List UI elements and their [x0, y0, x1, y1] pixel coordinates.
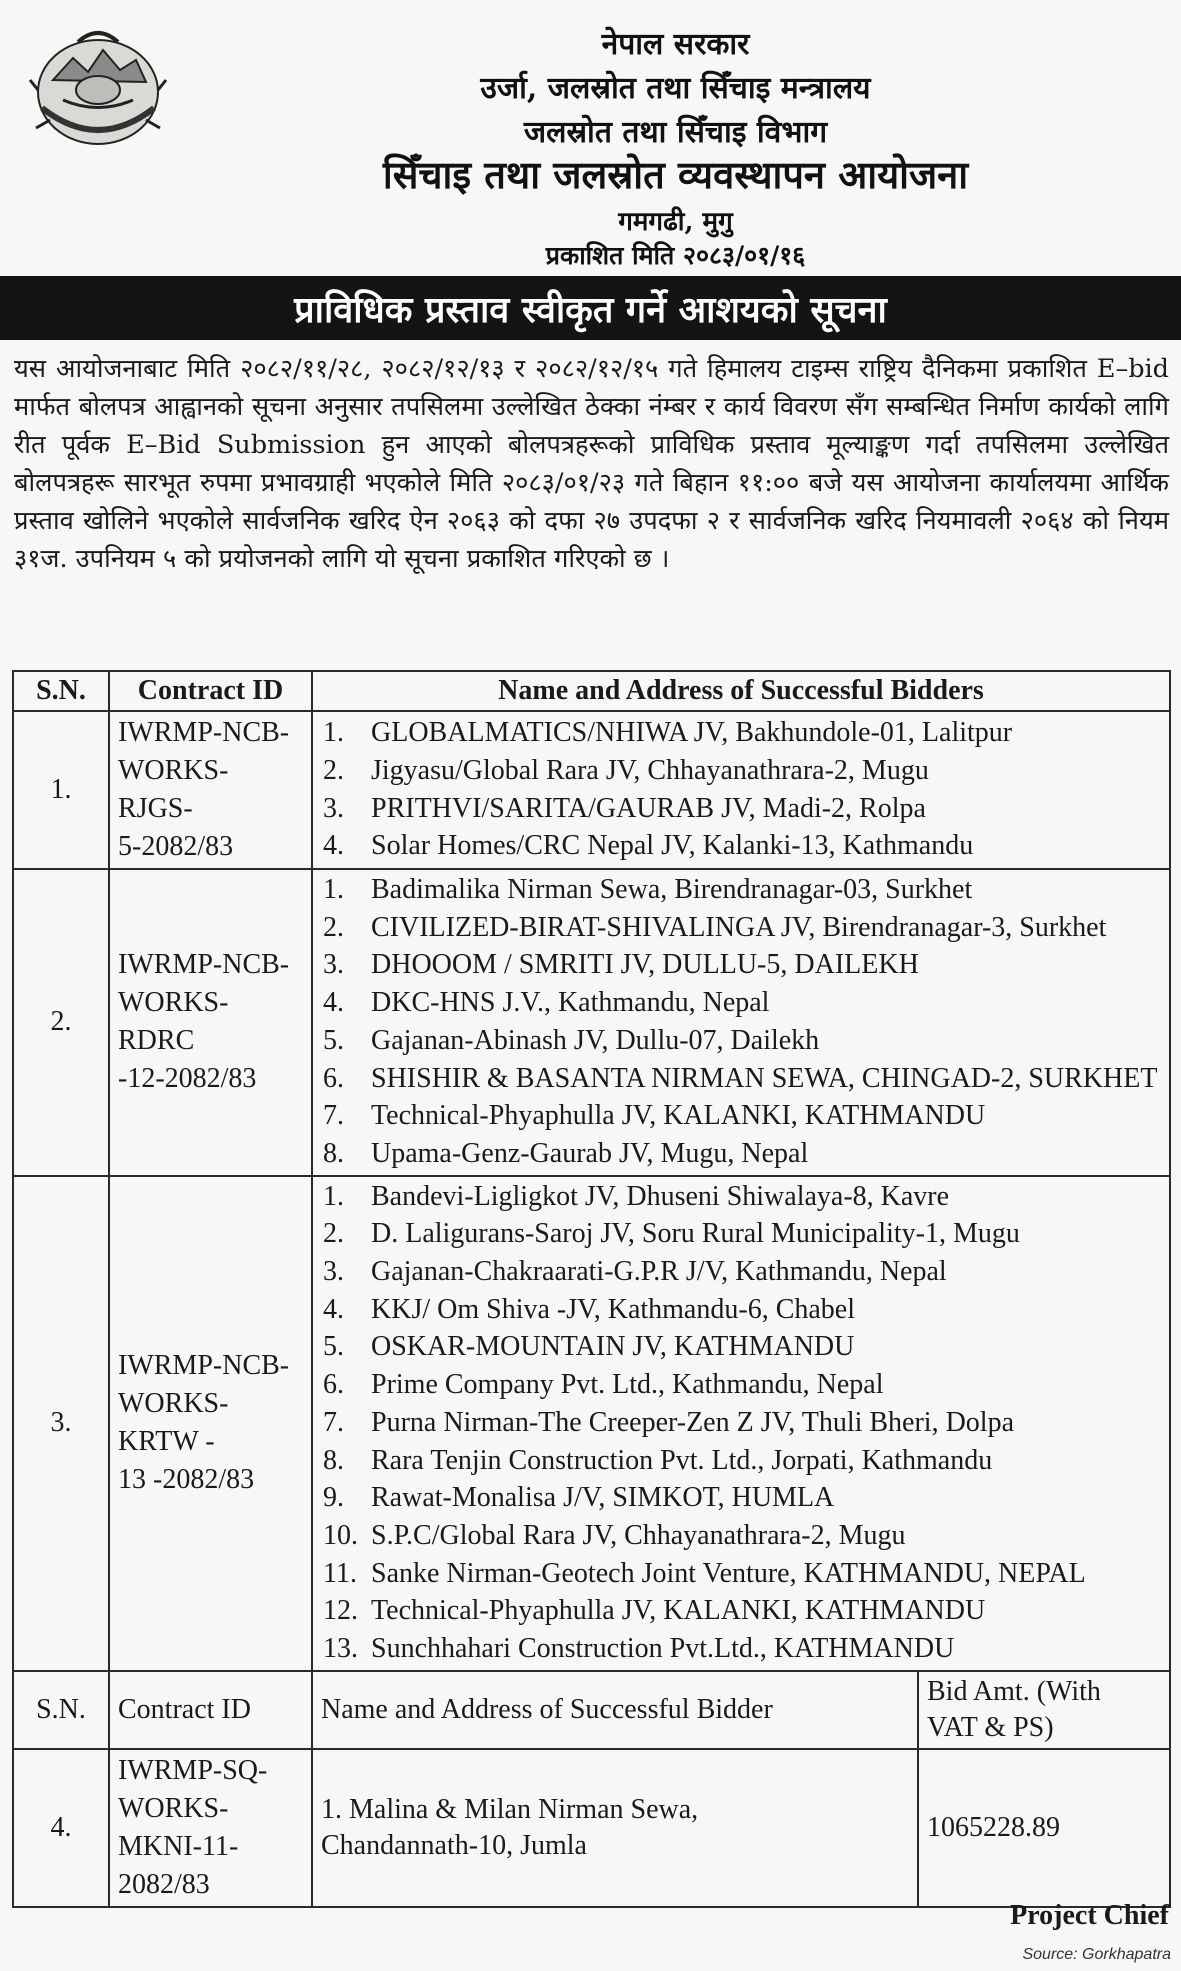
bidder-name-address: Jigyasu/Global Rara JV, Chhayanathrara-2, Mugu: [371, 754, 929, 786]
header-project: सिँचाइ तथा जलस्रोत व्यवस्थापन आयोजना: [382, 152, 969, 197]
bidder-number: 4.: [323, 830, 344, 862]
row4-contract-id: IWRMP-SQ- WORKS- MKNI-11- 2082/83: [109, 1749, 312, 1907]
row-bidders-list: [312, 711, 1170, 869]
bidder-name-address: DKC-HNS J.V., Kathmandu, Nepal: [371, 987, 770, 1019]
bidder-number: 6.: [323, 1062, 344, 1094]
list-item: [323, 714, 1165, 752]
table-row: [13, 711, 1170, 869]
bidder-name-address: Prime Company Pvt. Ltd., Kathmandu, Nepal: [371, 1369, 884, 1401]
row-sn: 2.: [13, 869, 109, 1176]
bidder-name-address: Sanke Nirman-Geotech Joint Venture, KATHMANDU, NEPAL: [371, 1557, 1086, 1589]
list-item: [323, 1135, 1165, 1173]
table-row: [13, 1749, 1170, 1907]
bidder-name-address: DHOOOM / SMRITI JV, DULLU-5, DAILEKH: [371, 949, 919, 981]
header2-bidder: Name and Address of Successful Bidder: [312, 1671, 918, 1749]
list-item: [323, 1366, 1165, 1404]
list-item: [323, 1253, 1165, 1291]
bidder-number: 7.: [323, 1100, 344, 1132]
bidder-name-address: Sunchhahari Construction Pvt.Ltd., KATHMANDU: [371, 1633, 955, 1665]
header2-bid-amount: Bid Amt. (With VAT & PS): [918, 1671, 1170, 1749]
successful-bidders-table: [12, 670, 1171, 1908]
bidder-name-address: Technical-Phyaphulla JV, KALANKI, KATHMANDU: [371, 1595, 986, 1627]
bidder-name-address: S.P.C/Global Rara JV, Chhayanathrara-2, Mugu: [371, 1519, 906, 1551]
bidder-number: 5.: [323, 1024, 344, 1056]
list-item: [323, 1479, 1165, 1517]
bidder-number: 3.: [323, 1256, 344, 1288]
bidder-name-address: Bandevi-Ligligkot JV, Dhuseni Shiwalaya-8, Kavre: [371, 1180, 950, 1212]
list-item: [323, 790, 1165, 828]
list-item: [323, 1215, 1165, 1253]
row4-bid-amount: 1065228.89: [918, 1749, 1170, 1907]
header-sn: S.N.: [13, 671, 109, 711]
list-item: [323, 1178, 1165, 1216]
bidder-name-address: PRITHVI/SARITA/GAURAB JV, Madi-2, Rolpa: [371, 792, 926, 824]
list-item: [323, 1517, 1165, 1555]
bidder-name-address: Upama-Genz-Gaurab JV, Mugu, Nepal: [371, 1137, 809, 1169]
header-bidders: Name and Address of Successful Bidders: [312, 671, 1170, 711]
bidder-name-address: GLOBALMATICS/NHIWA JV, Bakhundole-01, Lalitpur: [371, 717, 1013, 749]
bidder-number: 3.: [323, 949, 344, 981]
header2-contract-id: Contract ID: [109, 1671, 312, 1749]
list-item: [323, 1555, 1165, 1593]
bidder-number: 6.: [323, 1369, 344, 1401]
list-item: [323, 752, 1165, 790]
list-item: [323, 1060, 1165, 1098]
table-row: [13, 869, 1170, 1176]
bidder-number: 13.: [323, 1633, 358, 1665]
bidder-name-address: Badimalika Nirman Sewa, Birendranagar-03, Surkhet: [371, 874, 973, 905]
bidder-number: 1.: [323, 717, 344, 749]
bidder-number: 12.: [323, 1595, 358, 1627]
list-item: [323, 1022, 1165, 1060]
list-item: [323, 1097, 1165, 1135]
bidder-number: 2.: [323, 754, 344, 786]
bidder-number: 8.: [323, 1137, 344, 1169]
bidder-number: 2.: [323, 911, 344, 943]
bidder-number: 1.: [323, 1180, 344, 1212]
row-contract-id: IWRMP-NCB- WORKS- KRTW - 13 -2082/83: [109, 1176, 312, 1671]
bidder-name-address: OSKAR-MOUNTAIN JV, KATHMANDU: [371, 1331, 855, 1363]
bidder-name-address: Purna Nirman-The Creeper-Zen Z JV, Thuli Bheri, Dolpa: [371, 1406, 1015, 1438]
header-contract-id: Contract ID: [109, 671, 312, 711]
list-item: [323, 984, 1165, 1022]
list-item: [323, 1404, 1165, 1442]
header-ministry: उर्जा, जलस्रोत तथा सिँचाइ मन्त्रालय: [480, 71, 871, 106]
row-sn: 1.: [13, 711, 109, 869]
source-credit: Source: Gorkhapatra: [1022, 1946, 1171, 1963]
header-department: जलस्रोत तथा सिँचाइ विभाग: [523, 115, 828, 150]
list-item: [323, 1291, 1165, 1329]
list-item: [323, 1328, 1165, 1366]
row4-sn: 4.: [13, 1749, 109, 1907]
row-bidders-list: [312, 869, 1170, 1176]
row-contract-id: IWRMP-NCB- WORKS- RDRC -12-2082/83: [109, 869, 312, 1176]
bidder-number: 2.: [323, 1218, 344, 1250]
list-item: [323, 909, 1165, 947]
header2-sn: S.N.: [13, 1671, 109, 1749]
list-item: [323, 1630, 1165, 1668]
bidder-name-address: CIVILIZED-BIRAT-SHIVALINGA JV, Birendranagar-3, Surkhet: [371, 911, 1107, 943]
bidder-number: 3.: [323, 792, 344, 824]
bidder-number: 11.: [323, 1557, 357, 1589]
bidder-name-address: SHISHIR & BASANTA NIRMAN SEWA, CHINGAD-2, SURKHET: [371, 1062, 1158, 1094]
row-bidders-list: [312, 1176, 1170, 1671]
header-location: गमगढी, मुगु: [618, 207, 733, 237]
list-item: [323, 946, 1165, 984]
header-government: नेपाल सरकार: [601, 27, 750, 62]
notice-title-banner: प्राविधिक प्रस्ताव स्वीकृत गर्ने आशयको सूचना: [0, 276, 1181, 340]
bidder-name-address: Solar Homes/CRC Nepal JV, Kalanki-13, Kathmandu: [371, 830, 974, 862]
bidder-number: 4.: [323, 1293, 344, 1325]
signatory: Project Chief: [1010, 1900, 1169, 1931]
bidder-number: 4.: [323, 987, 344, 1019]
nepal-government-emblem-icon: [28, 20, 168, 155]
list-item: [323, 1592, 1165, 1630]
bidder-name-address: D. Laligurans-Saroj JV, Soru Rural Municipality-1, Mugu: [371, 1218, 1020, 1250]
list-item: [323, 871, 1165, 909]
table-header-row: [13, 671, 1170, 711]
bidder-name-address: Technical-Phyaphulla JV, KALANKI, KATHMANDU: [371, 1100, 986, 1132]
notice-body-text: यस आयोजनाबाट मिति २०८२/११/२८, २०८२/१२/१३ र २०८२/१२/१५ गते हिमालय टाइम्स राष्ट्रिय दैनिकमा प्रकाशित E–bid मार्फत बोलपत्र आह्वानको सूचना अनुसार तपसिलमा उल्लेखित ठेक्का नंम्बर र कार्य विवरण सँग सम्बन्धित निर्माण कार्यको लागि रीत पूर्वक E–Bid Submission हुन आएको बोलपत्रहरूको प्राविधिक प्रस्ताव मूल्याङ्कण गर्दा तपसिलमा उल्लेखित बोलपत्रहरू सारभूत रुपमा प्रभावग्राही भएकोले मिति २०८३/०१/२३ गते बिहान ११:०० बजे यस आयोजना कार्यालयमा आर्थिक प्रस्ताव खोलिने भएकोले सार्वजनिक खरिद ऐन २०६३ को दफा २७ उपदफा २ र सार्वजनिक खरिद नियमावली २०६४ को नियम ३१ज. उपनियम ५ को प्रयोजनको लागि यो सूचना प्रकाशित गरिएको छ ।: [14, 354, 1169, 574]
bidder-name-address: Gajanan-Chakraarati-G.P.R J/V, Kathmandu, Nepal: [371, 1256, 947, 1288]
row-sn: 3.: [13, 1176, 109, 1671]
bidder-name-address: Rara Tenjin Construction Pvt. Ltd., Jorpati, Kathmandu: [371, 1444, 993, 1476]
bidder-number: 9.: [323, 1482, 344, 1514]
bidder-number: 10.: [323, 1519, 358, 1551]
list-item: [323, 827, 1165, 865]
bidder-number: 7.: [323, 1406, 344, 1438]
second-header-row: [13, 1671, 1170, 1749]
bidder-name-address: Rawat-Monalisa J/V, SIMKOT, HUMLA: [371, 1482, 835, 1514]
bidder-name-address: Gajanan-Abinash JV, Dullu-07, Dailekh: [371, 1024, 820, 1056]
bidder-name-address: KKJ/ Om Shiva -JV, Kathmandu-6, Chabel: [371, 1293, 855, 1325]
row4-bidder: 1. Malina & Milan Nirman Sewa, Chandannath-10, Jumla: [312, 1749, 918, 1907]
bidder-number: 1.: [323, 874, 344, 905]
header-published-date: प्रकाशित मिति २०८३/०१/१६: [545, 241, 806, 270]
bidder-number: 8.: [323, 1444, 344, 1476]
list-item: [323, 1442, 1165, 1480]
bidder-number: 5.: [323, 1331, 344, 1363]
row-contract-id: IWRMP-NCB- WORKS- RJGS- 5-2082/83: [109, 711, 312, 869]
table-row: [13, 1176, 1170, 1671]
